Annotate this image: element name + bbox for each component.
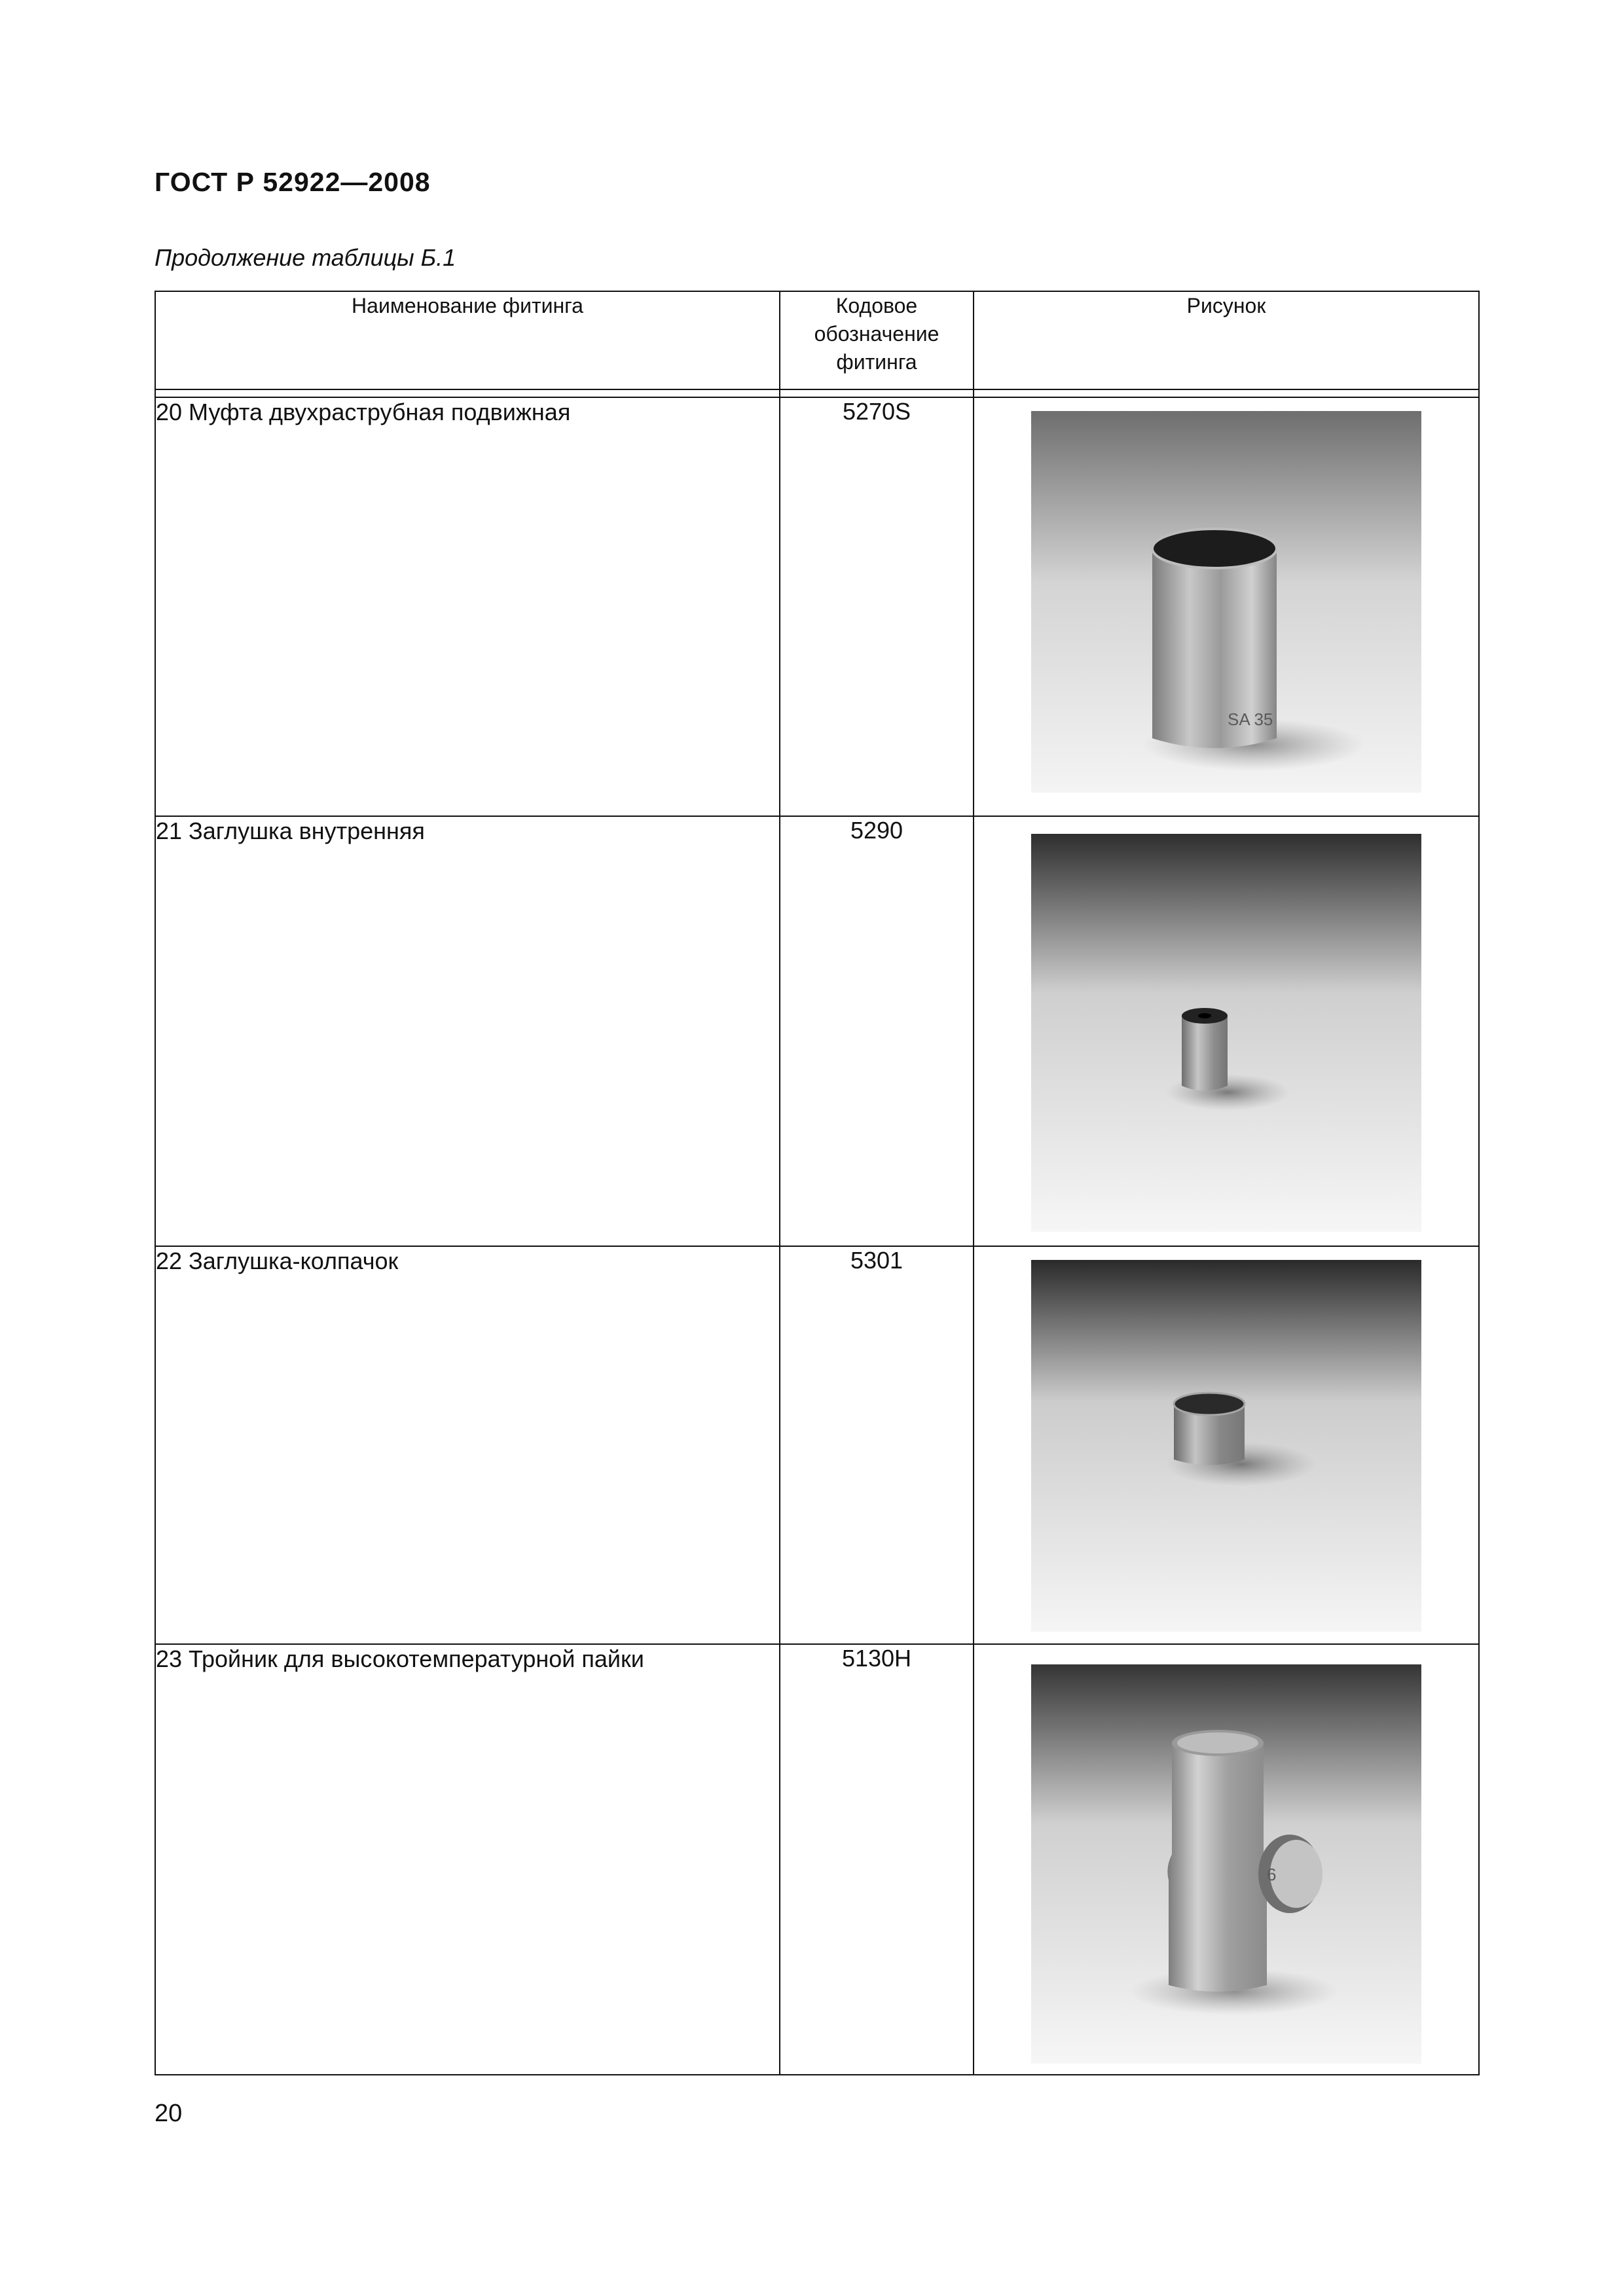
coupling-photo [1031, 411, 1421, 793]
fitting-code: 5270S [780, 397, 974, 816]
fitting-code: 5290 [780, 816, 974, 1246]
inner-plug-photo [1031, 834, 1421, 1232]
fitting-code: 5130H [780, 1644, 974, 2075]
fitting-name: 23 Тройник для высокотемпературной пайки [155, 1644, 780, 2075]
table-row [155, 816, 1479, 1246]
table-row [155, 1644, 1479, 2075]
page-number: 20 [155, 2100, 183, 2127]
tee-marking: 6 [1267, 1865, 1277, 1884]
table-row [155, 1246, 1479, 1644]
header-separator-row [155, 389, 1479, 397]
fitting-name: 21 Заглушка внутренняя [155, 816, 780, 1246]
column-header-name: Наименование фитинга [155, 291, 780, 389]
table-caption: Продолжение таблицы Б.1 [155, 244, 456, 271]
table-header-row [155, 291, 1479, 389]
fitting-picture-cell [974, 1246, 1479, 1644]
fitting-code: 5301 [780, 1246, 974, 1644]
fittings-table [155, 291, 1480, 2075]
coupling-marking: SA 35 [1228, 709, 1273, 729]
fitting-picture-cell [974, 397, 1479, 816]
tee-photo [1031, 1664, 1421, 2064]
fitting-picture-cell [974, 1644, 1479, 2075]
cap-photo [1031, 1260, 1421, 1632]
column-header-picture: Рисунок [974, 291, 1479, 389]
fitting-name: 22 Заглушка-колпачок [155, 1246, 780, 1644]
column-header-code: Кодовое обозначение фитинга [780, 291, 974, 389]
fitting-name: 20 Муфта двухраструбная подвижная [155, 397, 780, 816]
fitting-picture-cell [974, 816, 1479, 1246]
table-row [155, 397, 1479, 816]
document-header: ГОСТ Р 52922—2008 [155, 167, 431, 197]
